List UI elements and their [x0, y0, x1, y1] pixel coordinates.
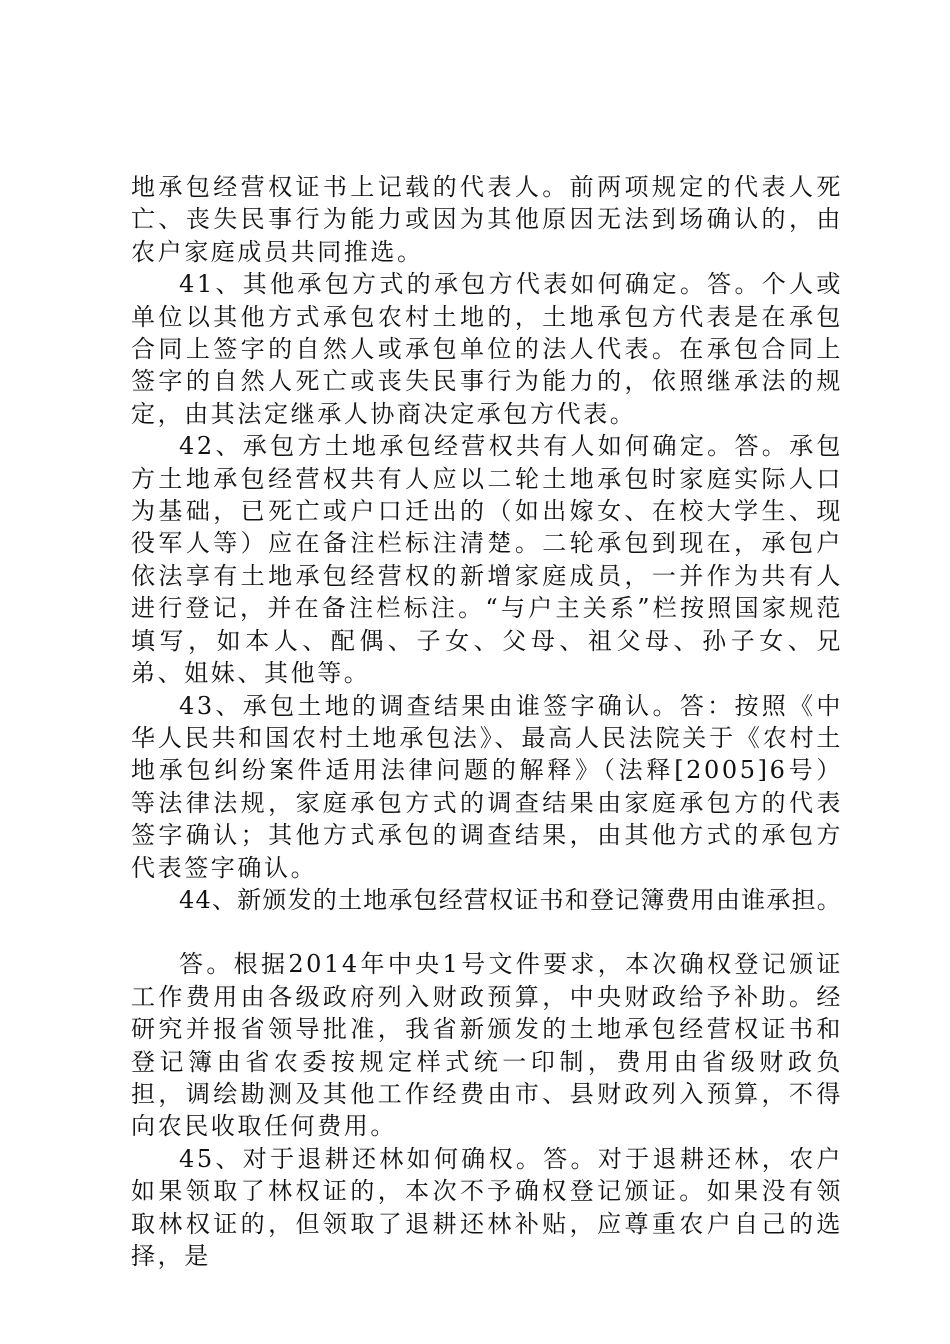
paragraph-gap: [131, 916, 843, 948]
document-body: [131, 171, 843, 1272]
paragraph-44-question: 44、新颁发的土地承包经营权证书和登记簿费用由谁承担。: [179, 885, 842, 914]
paragraph-42: 42、承包方土地承包经营权共有人如何确定。答。承包方土地承包经营权共有人应以二轮土地承包时家庭实际人口为基础，已死亡或户口迁出的（如出嫁女、在校大学生、现役军人等）应在备注栏标注清楚。二轮承包到现在，承包户依法享有土地承包经营权的新增家庭成员，一并作为共有人进行登记，并在备注栏标注。“与户主关系”栏按照国家规范填写，如本人、配偶、子女、父母、祖父母、孙子女、兄弟、姐妹、其他等。: [131, 432, 843, 688]
paragraph-44-answer: 答。根据2014年中央1号文件要求，本次确权登记颁证工作费用由各级政府列入财政预算，中央财政给予补助。经研究并报省领导批准，我省新颁发的土地承包经营权证书和登记簿由省农委按规定样式统一印制，费用由省级财政负担，调绘勘测及其他工作经费由市、县财政列入预算，不得向农民收取任何费用。: [131, 950, 843, 1141]
paragraph-continuation: 地承包经营权证书上记载的代表人。前两项规定的代表人死亡、丧失民事行为能力或因为其他原因无法到场确认的，由农户家庭成员共同推选。: [131, 173, 843, 266]
paragraph-43: 43、承包土地的调查结果由谁签字确认。答：按照《中华人民共和国农村土地承包法》、最高人民法院关于《农村土地承包纠纷案件适用法律问题的解释》（法释[2005]6号）等法律法规，家庭承包方式的调查结果由家庭承包方的代表签字确认；其他方式承包的调查结果，由其他方式的承包方代表签字确认。: [131, 691, 843, 882]
paragraph-45: 45、对于退耕还林如何确权。答。对于退耕还林，农户如果领取了林权证的，本次不予确权登记颁证。如果没有领取林权证的，但领取了退耕还林补贴，应尊重农户自己的选择，是: [131, 1144, 843, 1270]
paragraph-41: 41、其他承包方式的承包方代表如何确定。答。个人或单位以其他方式承包农村土地的，土地承包方代表是在承包合同上签字的自然人或承包单位的法人代表。在承包合同上签字的自然人死亡或丧失民事行为能力的，依照继承法的规定，由其法定继承人协商决定承包方代表。: [131, 270, 843, 428]
